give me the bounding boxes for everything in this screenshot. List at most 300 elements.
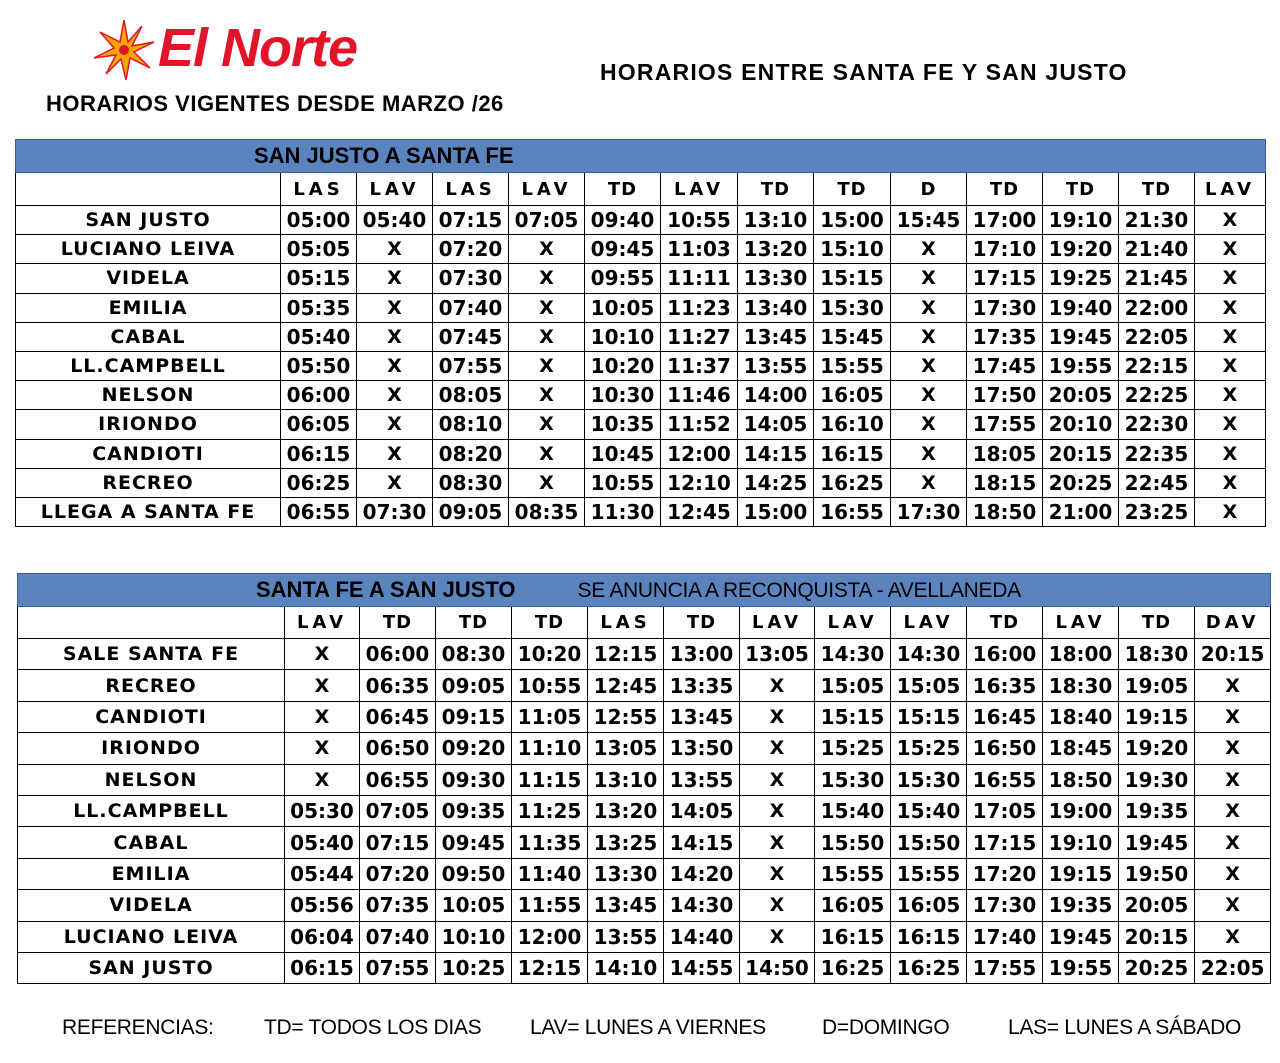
time-cell: X: [285, 639, 360, 670]
time-cell: X: [891, 410, 967, 439]
stop-name: LUCIANO LEIVA: [18, 921, 285, 952]
time-cell: 08:30: [433, 468, 509, 497]
time-cell: 09:40: [585, 206, 661, 235]
time-cell: 16:05: [815, 890, 891, 921]
time-cell: 16:00: [967, 639, 1043, 670]
time-cell: 22:25: [1119, 381, 1195, 410]
time-cell: 05:15: [281, 264, 357, 293]
day-type-header: TD: [814, 173, 891, 206]
schedule-table-santa-fe-san-justo: [17, 573, 1271, 984]
time-cell: X: [1195, 733, 1271, 764]
stop-name: NELSON: [18, 764, 285, 795]
time-cell: 17:00: [967, 206, 1043, 235]
time-cell: 13:20: [588, 795, 664, 826]
day-type-header: TD: [664, 607, 740, 639]
table-row: [18, 952, 1271, 983]
time-cell: X: [1195, 795, 1271, 826]
time-cell: 05:40: [285, 827, 360, 858]
time-cell: 19:35: [1119, 795, 1195, 826]
time-cell: 17:30: [967, 293, 1043, 322]
time-cell: X: [509, 322, 585, 351]
time-cell: 11:52: [661, 410, 738, 439]
time-cell: 10:10: [436, 921, 512, 952]
time-cell: 14:50: [740, 952, 815, 983]
time-cell: 06:00: [281, 381, 357, 410]
time-cell: 15:40: [891, 795, 967, 826]
stop-name: SAN JUSTO: [16, 206, 281, 235]
time-cell: 20:25: [1043, 468, 1119, 497]
time-cell: X: [357, 468, 433, 497]
time-cell: 10:25: [436, 952, 512, 983]
time-cell: 15:55: [815, 858, 891, 889]
time-cell: 07:05: [509, 206, 585, 235]
day-type-header: LAV: [740, 607, 815, 639]
time-cell: 19:40: [1043, 293, 1119, 322]
time-cell: 17:05: [967, 795, 1043, 826]
time-cell: X: [740, 733, 815, 764]
stop-header-cell: [16, 173, 281, 206]
time-cell: 21:30: [1119, 206, 1195, 235]
time-cell: 10:10: [585, 322, 661, 351]
time-cell: 10:20: [512, 639, 588, 670]
time-cell: 06:35: [360, 670, 436, 701]
day-type-header: TD: [738, 173, 814, 206]
table-row: [16, 322, 1266, 351]
time-cell: 22:05: [1195, 952, 1271, 983]
time-cell: 12:00: [661, 439, 738, 468]
day-type-header: TD: [1119, 607, 1195, 639]
time-cell: 14:15: [738, 439, 814, 468]
time-cell: X: [740, 701, 815, 732]
time-cell: 17:15: [967, 264, 1043, 293]
time-cell: 09:55: [585, 264, 661, 293]
time-cell: 05:05: [281, 235, 357, 264]
reference-lav: LAV= LUNES A VIERNES: [530, 1016, 766, 1039]
time-cell: 16:50: [967, 733, 1043, 764]
time-cell: 13:55: [738, 351, 814, 380]
time-cell: 13:20: [738, 235, 814, 264]
time-cell: 21:45: [1119, 264, 1195, 293]
stop-name: IRIONDO: [18, 733, 285, 764]
time-cell: 23:25: [1119, 497, 1195, 526]
stop-name: CABAL: [18, 827, 285, 858]
day-type-header: TD: [512, 607, 588, 639]
time-cell: 18:50: [1043, 764, 1119, 795]
time-cell: 06:55: [281, 497, 357, 526]
time-cell: 14:25: [738, 468, 814, 497]
time-cell: 16:25: [891, 952, 967, 983]
time-cell: X: [285, 701, 360, 732]
time-cell: 18:15: [967, 468, 1043, 497]
time-cell: 15:00: [814, 206, 891, 235]
time-cell: 19:10: [1043, 206, 1119, 235]
time-cell: X: [509, 351, 585, 380]
time-cell: X: [1195, 264, 1266, 293]
reference-las: LAS= LUNES A SÁBADO: [1008, 1016, 1242, 1039]
table-row: [18, 733, 1271, 764]
time-cell: 09:20: [436, 733, 512, 764]
table-subtitle: SE ANUNCIA A RECONQUISTA - AVELLANEDA: [577, 579, 1021, 602]
stop-name: VIDELA: [16, 264, 281, 293]
table-row: [18, 764, 1271, 795]
time-cell: 06:15: [285, 952, 360, 983]
time-cell: 18:30: [1043, 670, 1119, 701]
time-cell: 11:15: [512, 764, 588, 795]
stop-name: CANDIOTI: [18, 701, 285, 732]
time-cell: 10:05: [585, 293, 661, 322]
time-cell: 15:15: [891, 701, 967, 732]
time-cell: 06:45: [360, 701, 436, 732]
day-type-header: LAV: [357, 173, 433, 206]
time-cell: 08:05: [433, 381, 509, 410]
time-cell: 14:05: [738, 410, 814, 439]
references-legend: [62, 1016, 1272, 1044]
time-cell: 16:05: [814, 381, 891, 410]
time-cell: X: [509, 235, 585, 264]
time-cell: X: [740, 795, 815, 826]
time-cell: X: [357, 381, 433, 410]
time-cell: 12:15: [512, 952, 588, 983]
time-cell: 18:40: [1043, 701, 1119, 732]
time-cell: X: [509, 410, 585, 439]
table-row: [16, 235, 1266, 264]
time-cell: 19:20: [1119, 733, 1195, 764]
time-cell: 22:30: [1119, 410, 1195, 439]
time-cell: X: [357, 264, 433, 293]
stop-name: EMILIA: [18, 858, 285, 889]
time-cell: 16:25: [814, 468, 891, 497]
time-cell: 13:45: [588, 890, 664, 921]
time-cell: 19:00: [1043, 795, 1119, 826]
time-cell: 12:10: [661, 468, 738, 497]
days-header-row: [18, 607, 1271, 639]
table-row: [16, 381, 1266, 410]
time-cell: 15:30: [814, 293, 891, 322]
time-cell: 05:56: [285, 890, 360, 921]
time-cell: X: [740, 764, 815, 795]
time-cell: 15:25: [815, 733, 891, 764]
time-cell: 14:15: [664, 827, 740, 858]
time-cell: X: [740, 827, 815, 858]
time-cell: 13:25: [588, 827, 664, 858]
time-cell: 09:45: [585, 235, 661, 264]
time-cell: X: [1195, 468, 1266, 497]
time-cell: 15:15: [815, 701, 891, 732]
time-cell: 19:15: [1119, 701, 1195, 732]
stop-name: RECREO: [16, 468, 281, 497]
time-cell: 09:35: [436, 795, 512, 826]
stop-name: LUCIANO LEIVA: [16, 235, 281, 264]
time-cell: 05:44: [285, 858, 360, 889]
time-cell: X: [1195, 858, 1271, 889]
time-cell: 13:10: [588, 764, 664, 795]
table-row: [18, 701, 1271, 732]
table-row: [16, 468, 1266, 497]
time-cell: 10:55: [585, 468, 661, 497]
time-cell: 11:35: [512, 827, 588, 858]
time-cell: 08:10: [433, 410, 509, 439]
time-cell: 09:15: [436, 701, 512, 732]
table-title-band: [16, 140, 1266, 173]
time-cell: 10:45: [585, 439, 661, 468]
time-cell: 11:27: [661, 322, 738, 351]
time-cell: 11:55: [512, 890, 588, 921]
star-logo-icon: [92, 18, 156, 82]
time-cell: X: [891, 293, 967, 322]
time-cell: 17:15: [967, 827, 1043, 858]
time-cell: 14:00: [738, 381, 814, 410]
time-cell: X: [357, 322, 433, 351]
time-cell: 19:55: [1043, 952, 1119, 983]
time-cell: 12:15: [588, 639, 664, 670]
time-cell: 07:15: [433, 206, 509, 235]
time-cell: 15:30: [815, 764, 891, 795]
time-cell: 17:20: [967, 858, 1043, 889]
time-cell: 11:03: [661, 235, 738, 264]
table-row: [16, 351, 1266, 380]
time-cell: 14:40: [664, 921, 740, 952]
time-cell: X: [891, 439, 967, 468]
time-cell: X: [891, 235, 967, 264]
time-cell: 07:35: [360, 890, 436, 921]
time-cell: X: [357, 351, 433, 380]
day-type-header: D: [891, 173, 967, 206]
time-cell: 16:35: [967, 670, 1043, 701]
time-cell: 20:05: [1043, 381, 1119, 410]
time-cell: 17:55: [967, 952, 1043, 983]
day-type-header: LAV: [661, 173, 738, 206]
time-cell: 09:45: [436, 827, 512, 858]
time-cell: 11:30: [585, 497, 661, 526]
day-type-header: LAV: [285, 607, 360, 639]
time-cell: 15:50: [815, 827, 891, 858]
table-title-band: [18, 574, 1271, 607]
time-cell: 16:15: [815, 921, 891, 952]
time-cell: X: [1195, 827, 1271, 858]
time-cell: 18:05: [967, 439, 1043, 468]
time-cell: 07:40: [433, 293, 509, 322]
reference-d: D=DOMINGO: [822, 1016, 950, 1039]
time-cell: 12:45: [661, 497, 738, 526]
time-cell: 07:55: [433, 351, 509, 380]
time-cell: X: [1195, 381, 1266, 410]
time-cell: 20:15: [1043, 439, 1119, 468]
time-cell: 11:40: [512, 858, 588, 889]
time-cell: 14:20: [664, 858, 740, 889]
day-type-header: TD: [967, 173, 1043, 206]
table-row: [18, 858, 1271, 889]
time-cell: X: [357, 410, 433, 439]
table-row: [16, 439, 1266, 468]
time-cell: 19:45: [1043, 322, 1119, 351]
time-cell: 13:45: [664, 701, 740, 732]
time-cell: X: [1195, 890, 1271, 921]
table-row: [18, 795, 1271, 826]
time-cell: 18:30: [1119, 639, 1195, 670]
time-cell: X: [740, 890, 815, 921]
time-cell: 19:45: [1043, 921, 1119, 952]
time-cell: 22:45: [1119, 468, 1195, 497]
time-cell: X: [509, 293, 585, 322]
time-cell: 09:30: [436, 764, 512, 795]
day-type-header: TD: [1043, 173, 1119, 206]
table-row: [18, 921, 1271, 952]
day-type-header: TD: [585, 173, 661, 206]
time-cell: 16:55: [814, 497, 891, 526]
time-cell: 17:40: [967, 921, 1043, 952]
day-type-header: LAV: [815, 607, 891, 639]
time-cell: 07:30: [357, 497, 433, 526]
time-cell: 20:10: [1043, 410, 1119, 439]
day-type-header: LAS: [588, 607, 664, 639]
time-cell: 07:15: [360, 827, 436, 858]
time-cell: 09:50: [436, 858, 512, 889]
time-cell: 18:00: [1043, 639, 1119, 670]
time-cell: 10:35: [585, 410, 661, 439]
time-cell: 06:04: [285, 921, 360, 952]
table-row: [16, 293, 1266, 322]
time-cell: X: [1195, 670, 1271, 701]
time-cell: 06:25: [281, 468, 357, 497]
time-cell: X: [1195, 235, 1266, 264]
stop-name: SAN JUSTO: [18, 952, 285, 983]
stop-header-cell: [18, 607, 285, 639]
time-cell: 16:05: [891, 890, 967, 921]
time-cell: 13:45: [738, 322, 814, 351]
time-cell: X: [1195, 206, 1266, 235]
time-cell: 11:25: [512, 795, 588, 826]
time-cell: 13:50: [664, 733, 740, 764]
time-cell: X: [357, 439, 433, 468]
time-cell: 17:10: [967, 235, 1043, 264]
time-cell: 16:25: [815, 952, 891, 983]
time-cell: 08:20: [433, 439, 509, 468]
day-type-header: TD: [360, 607, 436, 639]
time-cell: X: [285, 764, 360, 795]
references-label: REFERENCIAS:: [62, 1016, 214, 1039]
reference-td: TD= TODOS LOS DIAS: [264, 1016, 482, 1039]
table-row: [16, 264, 1266, 293]
table-row: [16, 497, 1266, 526]
time-cell: X: [891, 322, 967, 351]
time-cell: 12:45: [588, 670, 664, 701]
time-cell: 15:25: [891, 733, 967, 764]
stop-name: LL.CAMPBELL: [18, 795, 285, 826]
time-cell: 13:40: [738, 293, 814, 322]
time-cell: 21:00: [1043, 497, 1119, 526]
time-cell: X: [509, 264, 585, 293]
time-cell: 06:55: [360, 764, 436, 795]
time-cell: 05:00: [281, 206, 357, 235]
time-cell: 10:05: [436, 890, 512, 921]
time-cell: X: [740, 670, 815, 701]
time-cell: 14:30: [891, 639, 967, 670]
table-title: SAN JUSTO A SANTA FE: [254, 143, 514, 168]
day-type-header: TD: [1119, 173, 1195, 206]
time-cell: 15:50: [891, 827, 967, 858]
time-cell: X: [1195, 701, 1271, 732]
table-row: [18, 827, 1271, 858]
time-cell: 07:40: [360, 921, 436, 952]
time-cell: 20:15: [1195, 639, 1271, 670]
time-cell: 14:10: [588, 952, 664, 983]
time-cell: 11:37: [661, 351, 738, 380]
table-title-cell: [16, 140, 1266, 173]
stop-name: LLEGA A SANTA FE: [16, 497, 281, 526]
stop-name: IRIONDO: [16, 410, 281, 439]
time-cell: 13:30: [738, 264, 814, 293]
time-cell: 06:00: [360, 639, 436, 670]
time-cell: 19:05: [1119, 670, 1195, 701]
time-cell: 20:25: [1119, 952, 1195, 983]
table-title: SANTA FE A SAN JUSTO: [256, 577, 516, 602]
time-cell: 05:50: [281, 351, 357, 380]
stop-name: NELSON: [16, 381, 281, 410]
time-cell: 08:35: [509, 497, 585, 526]
time-cell: 12:55: [588, 701, 664, 732]
stop-name: CABAL: [16, 322, 281, 351]
time-cell: 17:30: [967, 890, 1043, 921]
time-cell: 06:50: [360, 733, 436, 764]
time-cell: 14:05: [664, 795, 740, 826]
time-cell: 20:05: [1119, 890, 1195, 921]
time-cell: 17:55: [967, 410, 1043, 439]
time-cell: X: [891, 381, 967, 410]
time-cell: X: [357, 293, 433, 322]
time-cell: 07:05: [360, 795, 436, 826]
time-cell: 19:10: [1043, 827, 1119, 858]
time-cell: X: [509, 381, 585, 410]
time-cell: 15:05: [891, 670, 967, 701]
time-cell: 19:55: [1043, 351, 1119, 380]
time-cell: 15:30: [891, 764, 967, 795]
time-cell: 05:35: [281, 293, 357, 322]
time-cell: X: [1195, 351, 1266, 380]
time-cell: 14:30: [815, 639, 891, 670]
time-cell: 09:05: [436, 670, 512, 701]
time-cell: 22:35: [1119, 439, 1195, 468]
day-type-header: DAV: [1195, 607, 1271, 639]
day-type-header: LAS: [281, 173, 357, 206]
days-header-row: [16, 173, 1266, 206]
time-cell: X: [1195, 410, 1266, 439]
day-type-header: TD: [967, 607, 1043, 639]
time-cell: 19:50: [1119, 858, 1195, 889]
time-cell: 19:25: [1043, 264, 1119, 293]
time-cell: 13:35: [664, 670, 740, 701]
time-cell: 06:15: [281, 439, 357, 468]
time-cell: 07:20: [360, 858, 436, 889]
time-cell: 11:46: [661, 381, 738, 410]
table-row: [18, 639, 1271, 670]
time-cell: 19:35: [1043, 890, 1119, 921]
time-cell: 15:15: [814, 264, 891, 293]
time-cell: 15:00: [738, 497, 814, 526]
table-row: [18, 670, 1271, 701]
time-cell: 12:00: [512, 921, 588, 952]
time-cell: X: [891, 468, 967, 497]
time-cell: 11:23: [661, 293, 738, 322]
time-cell: X: [891, 351, 967, 380]
time-cell: 13:55: [664, 764, 740, 795]
stop-name: LL.CAMPBELL: [16, 351, 281, 380]
time-cell: 16:10: [814, 410, 891, 439]
time-cell: X: [1195, 497, 1266, 526]
brand-name: El Norte: [158, 18, 358, 78]
time-cell: X: [891, 264, 967, 293]
time-cell: 10:55: [512, 670, 588, 701]
time-cell: X: [740, 921, 815, 952]
